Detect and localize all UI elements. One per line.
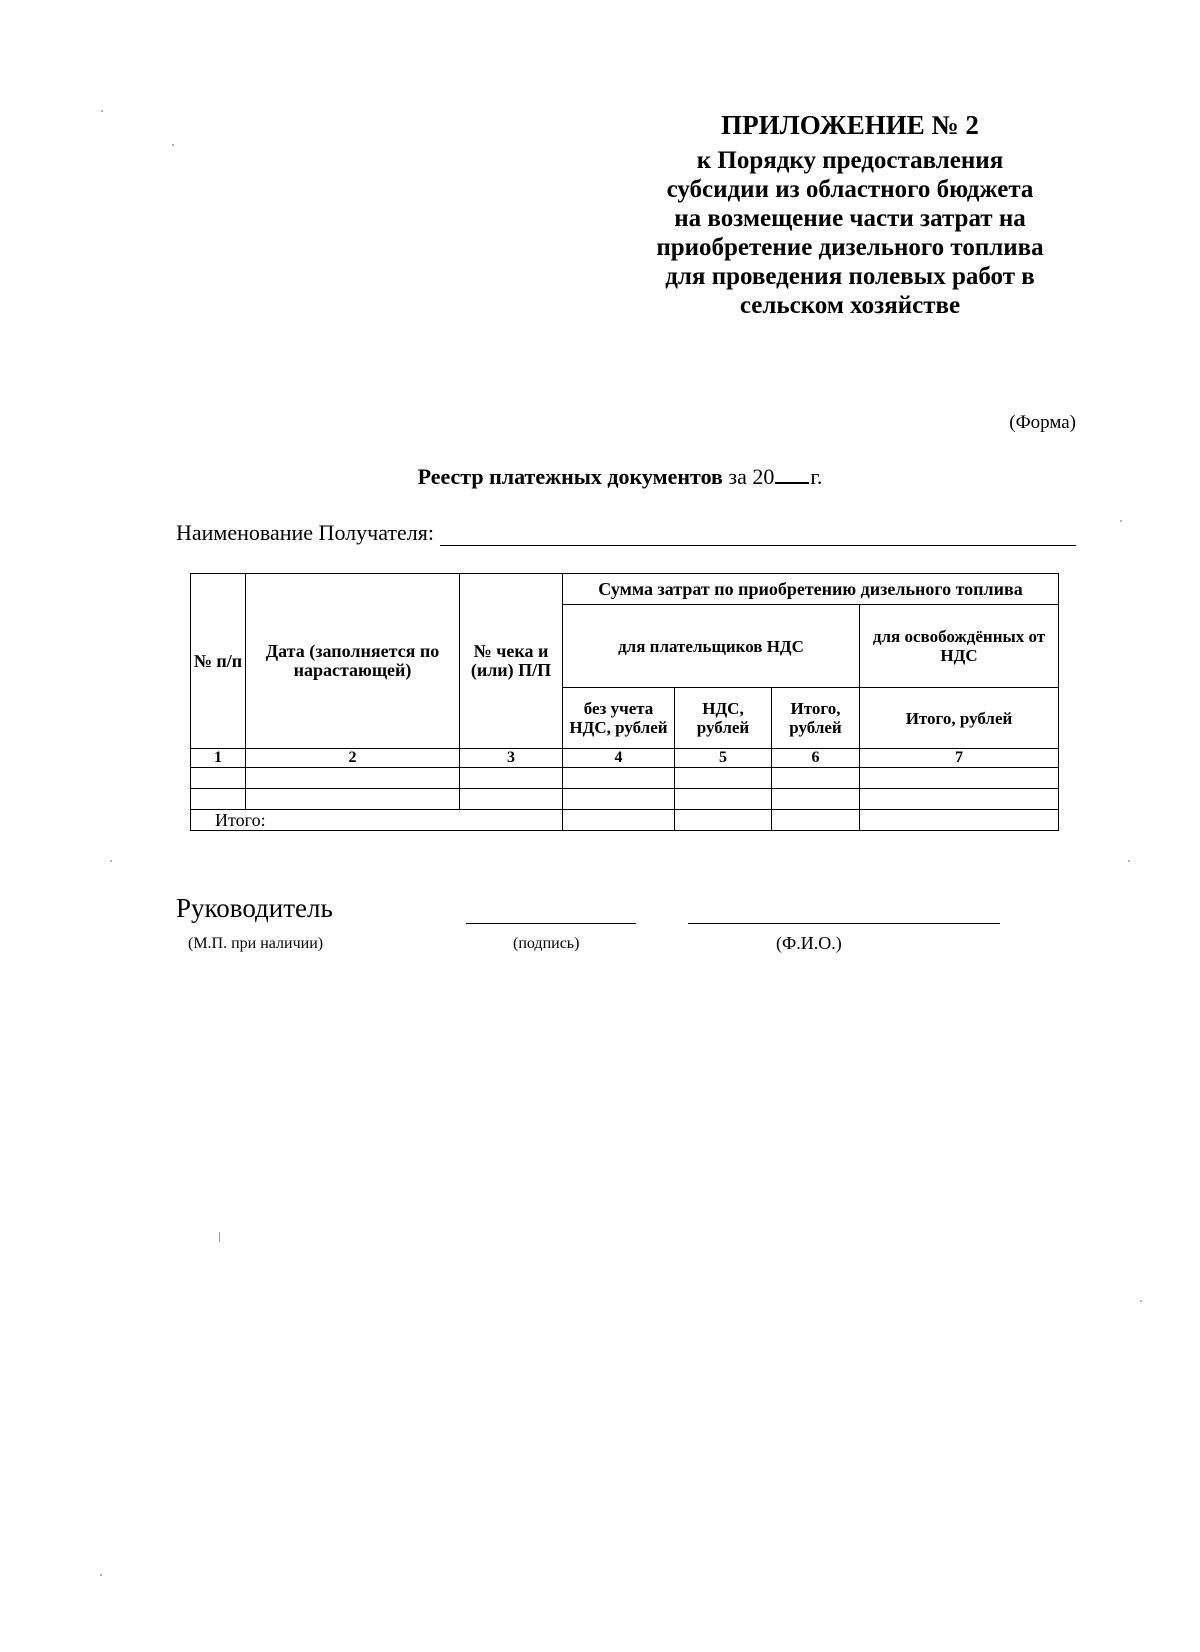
scan-speck [1128,860,1130,862]
name-caption: (Ф.И.О.) [776,933,842,953]
appendix-title: ПРИЛОЖЕНИЕ № 2 [721,110,979,140]
scan-speck [219,1232,220,1242]
table-cell [772,768,860,789]
registry-title-year: за 20 [728,464,775,489]
header-vat: НДС, рублей [675,688,772,749]
signature-role: Руководитель [176,893,333,923]
appendix-line: приобретение дизельного топлива [656,234,1044,261]
table-cell [675,789,772,810]
table-row [191,789,1059,810]
header-without-vat: без учета НДС, рублей [563,688,675,749]
table-cell [860,768,1059,789]
recipient-label: Наименование Получателя: [176,520,434,545]
registry-table [190,573,1059,831]
table-cell [460,768,563,789]
signature-caption: (подпись) [513,935,580,952]
signature-seal-note: (М.П. при наличии) [188,935,324,952]
column-number-row [191,749,1059,768]
appendix-line: сельском хозяйстве [739,292,961,319]
column-number: 4 [563,749,675,768]
year-blank-line [775,466,809,484]
header-vat-exempt: для освобождённых от НДС [860,605,1059,688]
name-line [688,923,1000,924]
scan-speck [100,1574,102,1576]
form-mark: (Форма) [1009,412,1076,433]
column-number: 1 [191,749,246,768]
header-total-exempt: Итого, рублей [860,688,1059,749]
appendix-line: субсидии из областного бюджета [666,176,1034,203]
header-sum: Сумма затрат по приобретению дизельного топлива [563,574,1059,605]
signature-line [466,923,636,924]
column-number: 5 [675,749,772,768]
appendix-header [610,108,1090,320]
header-total-payers: Итого, рублей [772,688,860,749]
appendix-line: к Порядку предоставления [696,147,1004,174]
total-row [191,810,1059,831]
table-cell [460,789,563,810]
column-number: 6 [772,749,860,768]
appendix-subtitle [610,146,1090,320]
registry-title-bold: Реестр платежных документов [417,464,723,489]
table-cell [675,768,772,789]
table-row [191,768,1059,789]
table-cell [563,789,675,810]
table-cell [772,810,860,831]
registry-title [300,464,940,490]
appendix-line: для проведения полевых работ в [665,263,1035,290]
recipient-field [176,520,1076,546]
recipient-blank-line [440,523,1076,546]
scan-speck [1120,520,1122,522]
header-num: № п/п [191,574,246,749]
registry-title-suffix: г. [810,464,823,489]
header-check: № чека и (или) П/П [460,574,563,749]
header-date: Дата (заполняется по нарастающей) [246,574,460,749]
table-cell [191,768,246,789]
table-cell [563,810,675,831]
table-cell [860,789,1059,810]
table-cell [246,768,460,789]
table-cell [563,768,675,789]
scan-speck [110,860,112,862]
table-cell [246,789,460,810]
appendix-line: на возмещение части затрат на [674,205,1026,232]
scan-speck [1140,1300,1142,1302]
column-number: 7 [860,749,1059,768]
table-cell [675,810,772,831]
table-cell [772,789,860,810]
table-cell [191,789,246,810]
scan-speck [101,110,103,112]
scan-speck [172,144,174,146]
header-vat-payers: для плательщиков НДС [563,605,860,688]
column-number: 2 [246,749,460,768]
total-label: Итого: [191,810,563,831]
signature-block [176,893,1076,963]
table-cell [860,810,1059,831]
column-number: 3 [460,749,563,768]
